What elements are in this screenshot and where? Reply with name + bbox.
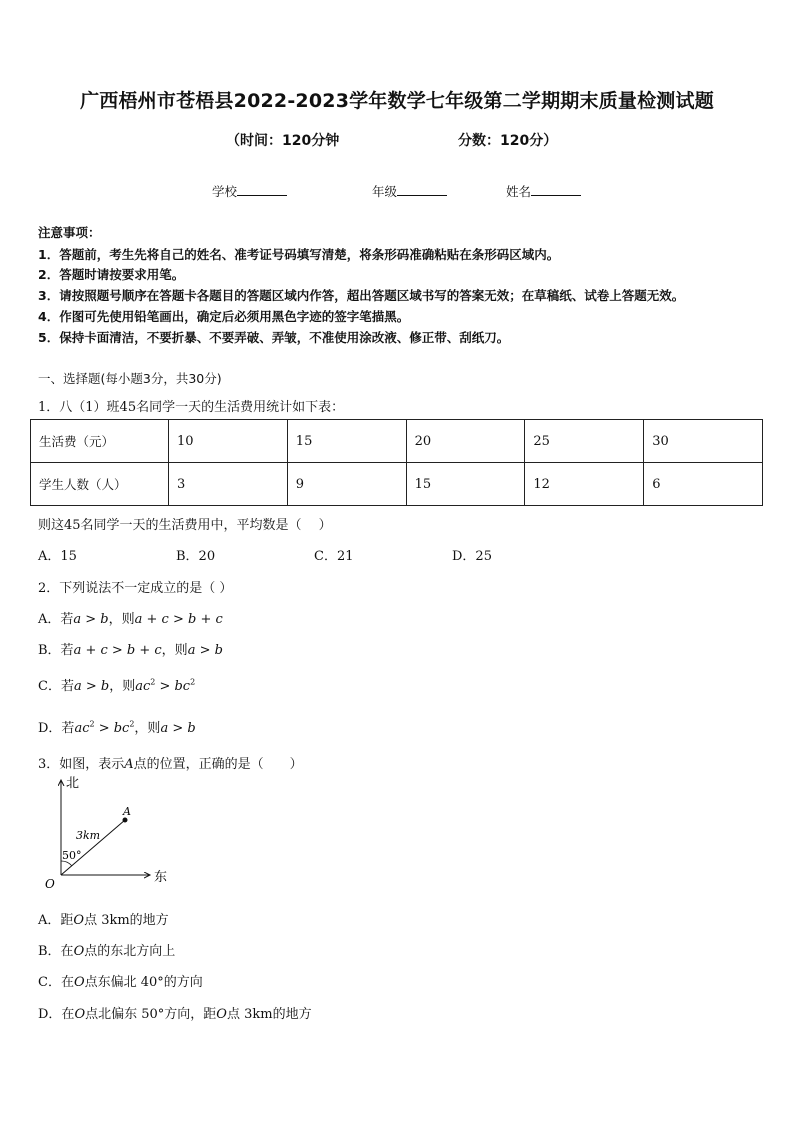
grade-blank [397, 183, 447, 196]
note-item: 2．答题时请按要求用笔。 [38, 267, 185, 282]
point-a-label: A [123, 805, 131, 818]
note-item: 3．请按照题号顺序在答题卡各题目的答题区域内作答，超出答题区域书写的答案无效；在草稿纸、试卷上答题无效。 [38, 288, 685, 303]
table-cell: 6 [644, 463, 763, 506]
note-item: 5．保持卡面清洁，不要折暴、不要弄破、弄皱，不准使用涂改液、修正带、刮纸刀。 [38, 330, 510, 345]
q2-option-d: D．若$ac^2 > bc^2$，则a > b [38, 719, 196, 736]
direction-diagram [40, 775, 180, 895]
section-heading: 一、选择题(每小题3分，共30分) [38, 371, 222, 386]
exam-time: （时间：120分钟 [226, 133, 340, 149]
q2-option-a: A．若a > b，则a + c > b + c [38, 612, 223, 627]
q1-option-c: C．21 [314, 549, 354, 564]
table-cell: 15 [406, 463, 525, 506]
school-blank [237, 183, 287, 196]
table-header-cell: 生活费（元） [31, 420, 169, 463]
q3-option-c: C．在O点东偏北 40°的方向 [38, 975, 203, 990]
q3-option-d: D．在O点北偏东 50°方向，距O点 3km的地方 [38, 1007, 312, 1022]
q2-stem: 2．下列说法不一定成立的是（ ） [38, 581, 233, 596]
q2-option-b: B．若a + c > b + c，则a > b [38, 643, 223, 658]
table-row [31, 420, 763, 463]
q1-option-b: B．20 [176, 549, 216, 564]
table-cell: 20 [406, 420, 525, 463]
exam-score: 分数：120分） [458, 133, 558, 149]
table-cell: 12 [525, 463, 644, 506]
q1-option-d: D．25 [452, 549, 492, 564]
page-title: 广西梧州市苍梧县2022-2023学年数学七年级第二学期期末质量检测试题 [80, 90, 714, 112]
q3-option-a: A．距O点 3km的地方 [38, 913, 169, 928]
table-row [31, 463, 763, 506]
name-field [506, 182, 581, 200]
east-label: 东 [154, 870, 168, 885]
q1-stem: 1．八（1）班45名同学一天的生活费用统计如下表： [38, 400, 345, 415]
table-cell: 10 [169, 420, 288, 463]
north-label: 北 [66, 776, 80, 791]
q2-option-c: C．若a > b，则$ac^2 > bc^2$ [38, 677, 196, 694]
name-label: 姓名 [506, 184, 532, 199]
grade-field [372, 182, 447, 200]
note-item: 4．作图可先使用铅笔画出，确定后必须用黑色字迹的签字笔描黑。 [38, 309, 410, 324]
point-a [123, 818, 128, 823]
q1-question: 则这45名同学一天的生活费用中，平均数是（ ） [38, 518, 332, 533]
table-cell: 30 [644, 420, 763, 463]
table-header-cell: 学生人数（人） [31, 463, 169, 506]
table-cell: 15 [287, 420, 406, 463]
table-cell: 9 [287, 463, 406, 506]
table-cell: 25 [525, 420, 644, 463]
distance-label: 3km [76, 829, 101, 842]
grade-label: 年级 [372, 184, 398, 199]
q3-option-b: B．在O点的东北方向上 [38, 944, 176, 959]
school-field [212, 182, 287, 200]
name-blank [531, 183, 581, 196]
school-label: 学校 [212, 184, 238, 199]
table-cell: 3 [169, 463, 288, 506]
origin-label: O [45, 877, 55, 891]
angle-label: 50° [62, 849, 82, 862]
q1-option-a: A．15 [38, 549, 77, 564]
note-item: 1．答题前，考生先将自己的姓名、准考证号码填写清楚，将条形码准确粘贴在条形码区域内。 [38, 247, 560, 262]
living-cost-table [30, 419, 763, 506]
q3-stem: 3．如图，表示A点的位置，正确的是（ ） [38, 757, 303, 772]
notes-heading: 注意事项： [38, 225, 101, 240]
